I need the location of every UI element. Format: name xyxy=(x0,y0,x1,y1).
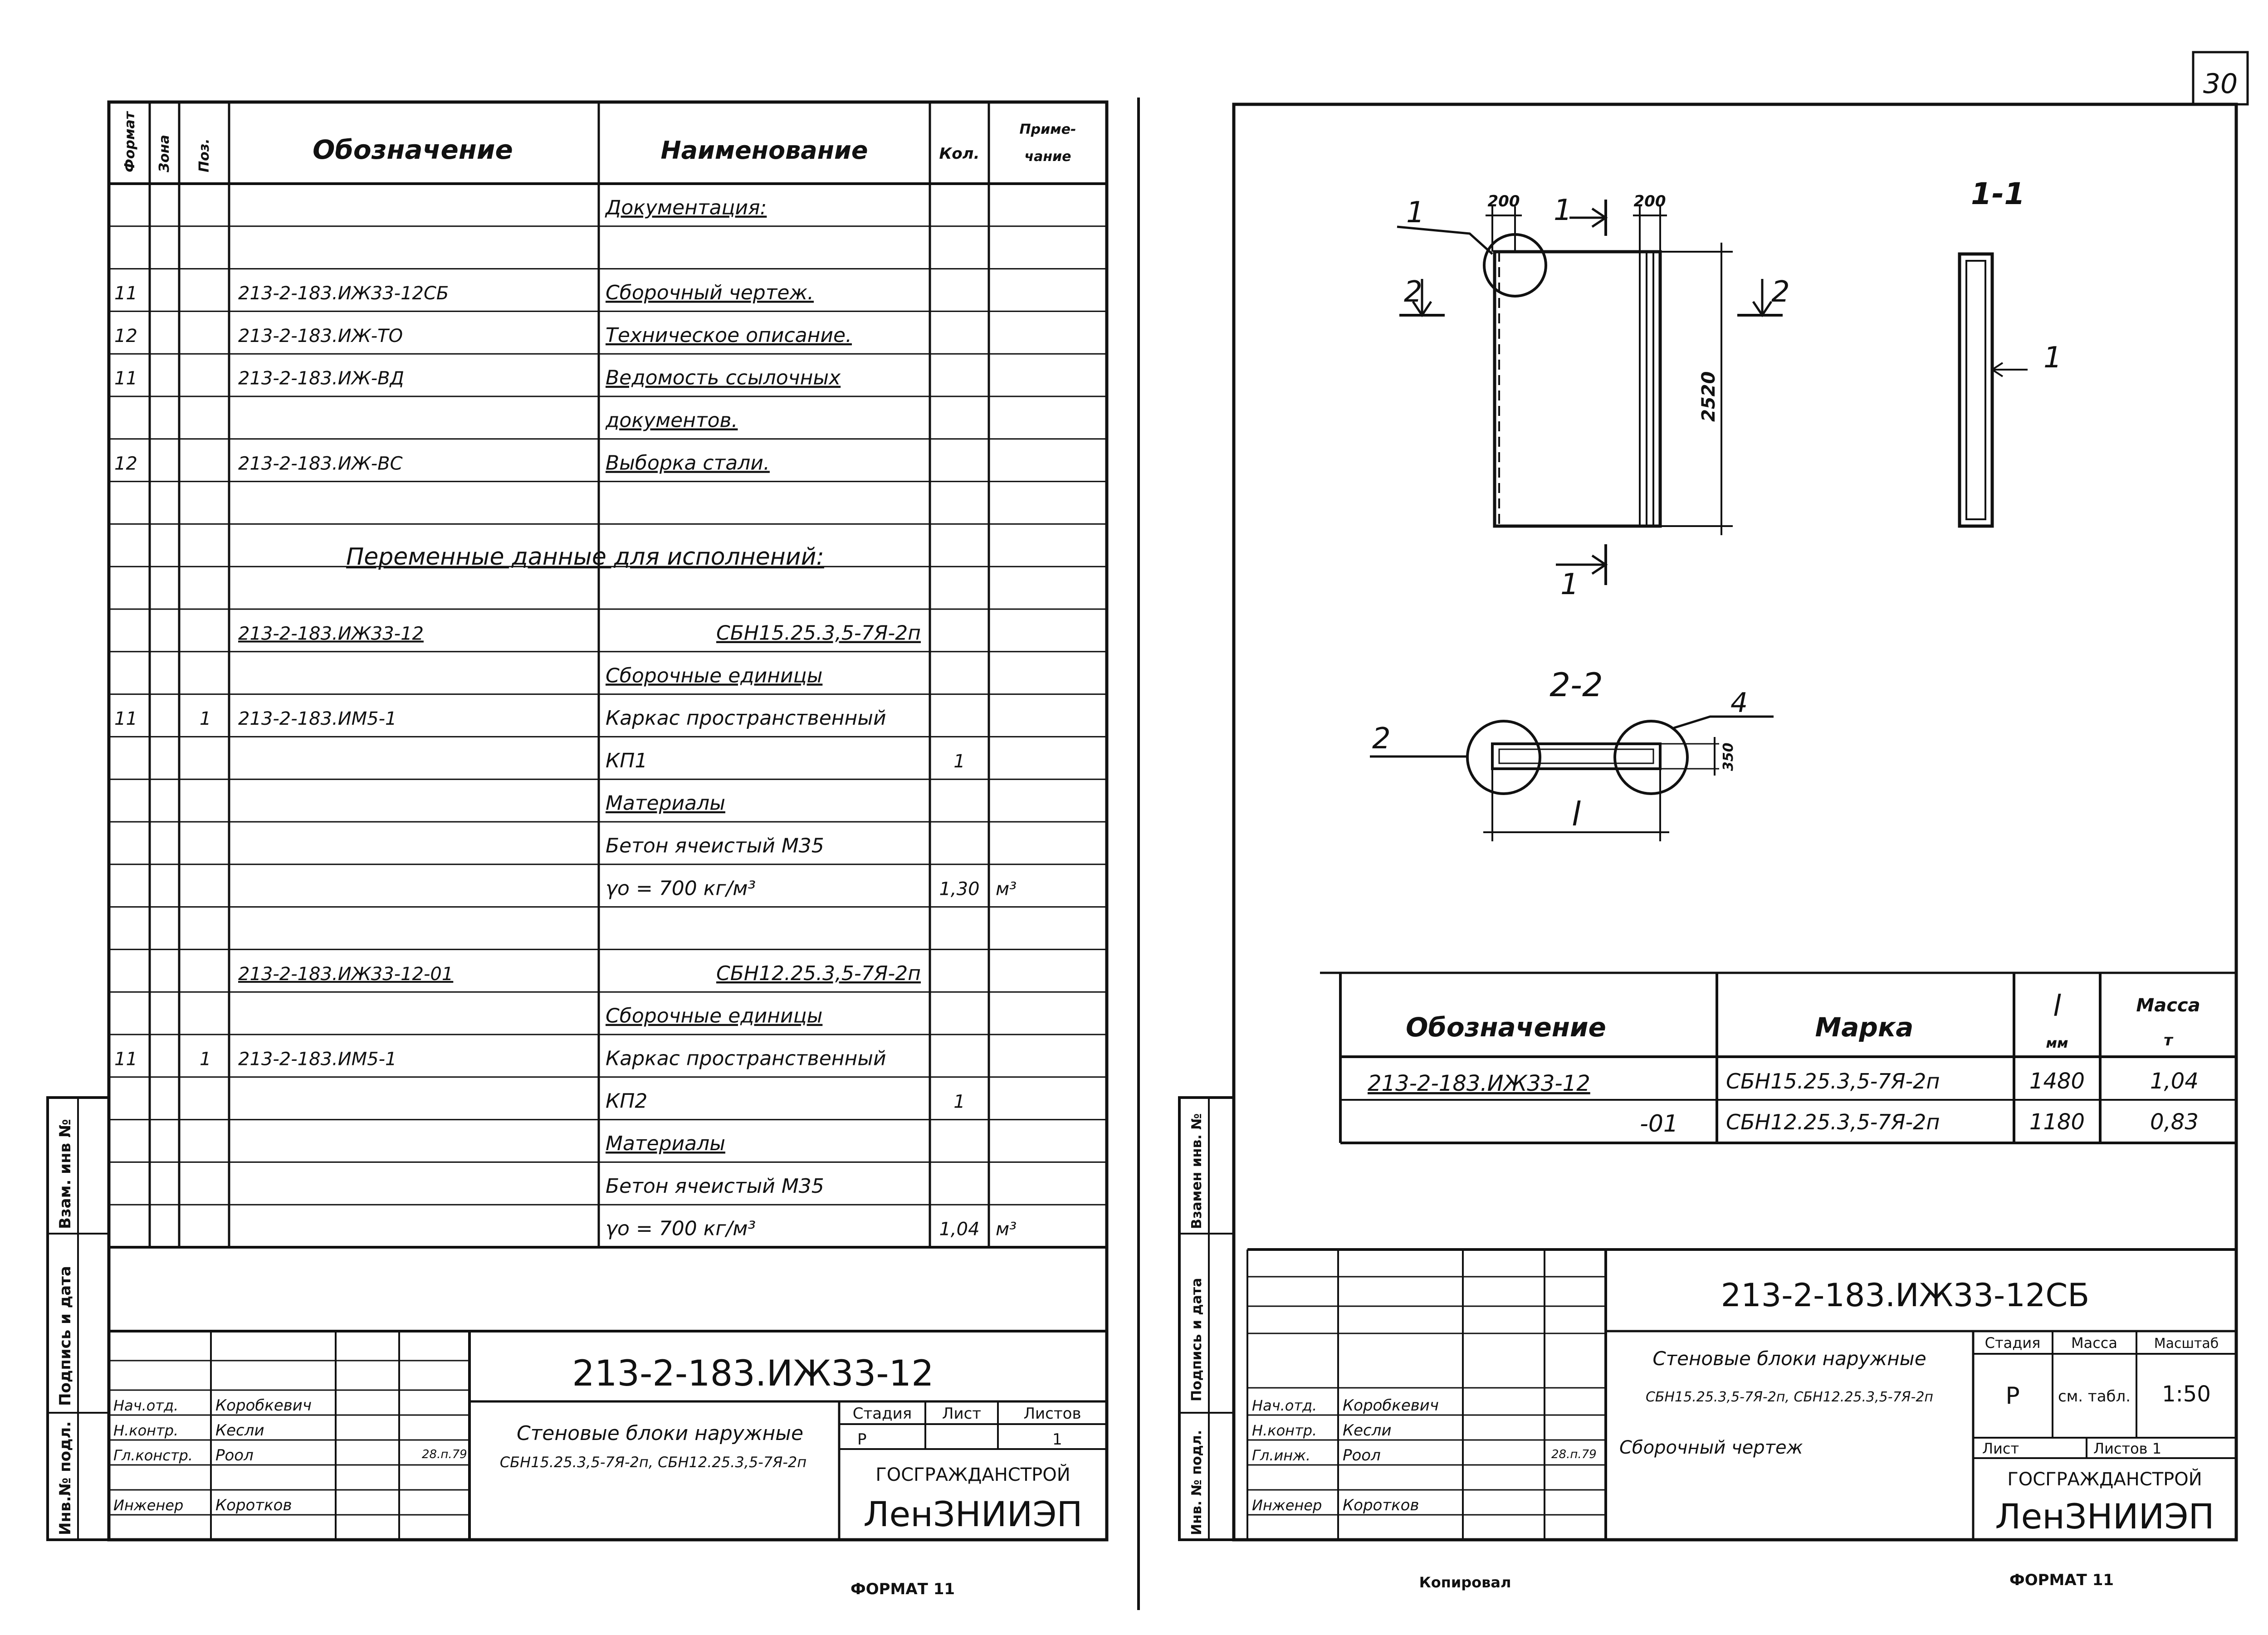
row-qty: 1 xyxy=(953,751,965,772)
left-stage: Р xyxy=(857,1430,867,1449)
right-mass-label: Масса xyxy=(2071,1334,2118,1352)
row-name: СБН12.25.3,5-7Я-2п xyxy=(716,961,921,985)
section-2-left-label: 2 xyxy=(1404,275,1422,309)
row-name: Выборка стали. xyxy=(606,451,770,475)
left-sheets-label: Листов xyxy=(1023,1405,1081,1423)
header-designation: Обозначение xyxy=(313,134,513,165)
left-subtitle: СБН15.25.3,5-7Я-2п, СБН12.25.3,5-7Я-2п xyxy=(499,1454,807,1471)
row-name: Каркас пространственный xyxy=(606,1047,886,1070)
row-name: Бетон ячеистый М35 xyxy=(606,834,824,858)
marks-row-2-l: 1180 xyxy=(2029,1109,2085,1135)
row-name: Сборочные единицы xyxy=(606,664,823,688)
row-pos: 1 xyxy=(200,708,211,730)
marks-row-2-des: -01 xyxy=(1640,1110,1678,1137)
dim-350: 350 xyxy=(1721,742,1736,771)
section-2-2-title: 2-2 xyxy=(1549,666,1603,704)
header-note-1: Приме- xyxy=(1019,122,1076,137)
row-format: 11 xyxy=(114,1049,137,1070)
row-name: Материалы xyxy=(606,1132,725,1156)
left-title: Стеновые блоки наружные xyxy=(516,1422,804,1445)
row-name: документов. xyxy=(606,409,738,432)
section-1-1-leader: 1 xyxy=(2043,341,2062,375)
right-mass: см. табл. xyxy=(2058,1387,2131,1406)
dim-200-left: 200 xyxy=(1487,192,1520,210)
leader-1-top: 1 xyxy=(1406,196,1425,229)
right-code: 213-2-183.ИЖ33-12СБ xyxy=(1721,1277,2090,1314)
row-format: 11 xyxy=(114,283,137,304)
row-name: Материалы xyxy=(606,791,725,815)
row-name: Сборочные единицы xyxy=(606,1004,823,1028)
marks-header-mark: Марка xyxy=(1815,1012,1914,1043)
row-name: Техническое описание. xyxy=(606,323,852,347)
left-date: 28.п.79 xyxy=(422,1448,467,1461)
right-drawing-name: Сборочный чертеж xyxy=(1619,1437,1803,1458)
row-note: м³ xyxy=(996,879,1017,900)
signer-role: Нач.отд. xyxy=(1252,1397,1317,1414)
row-name: КП1 xyxy=(606,749,648,772)
row-designation: 213-2-183.ИЖ33-12 xyxy=(238,623,424,644)
row-format: 11 xyxy=(114,368,137,389)
row-designation: 213-2-183.ИЖ33-12-01 xyxy=(238,963,454,985)
signer-role: Нач.отд. xyxy=(113,1397,179,1414)
row-format: 11 xyxy=(114,708,137,730)
left-code: 213-2-183.ИЖ33-12 xyxy=(572,1353,934,1394)
header-note-2: чание xyxy=(1024,149,1071,165)
right-title: Стеновые блоки наружные xyxy=(1652,1347,1926,1370)
left-stage-label: Стадия xyxy=(852,1405,912,1423)
copy-label: Копировал xyxy=(1419,1574,1511,1591)
right-sheets-label: Листов 1 xyxy=(2093,1440,2162,1457)
row-format: 12 xyxy=(114,325,137,347)
right-stage: Р xyxy=(2005,1382,2020,1410)
right-org-top: ГОСГРАЖДАНСТРОЙ xyxy=(2007,1469,2202,1490)
right-sheet-label: Лист xyxy=(1982,1440,2019,1457)
marks-header-mass-unit: т xyxy=(2164,1031,2173,1049)
row-name: Каркас пространственный xyxy=(606,707,886,730)
section-2-right-label: 2 xyxy=(1771,275,1790,309)
header-format: Формат xyxy=(122,112,138,172)
marks-header-l-unit: мм xyxy=(2046,1035,2068,1051)
dim-200-right: 200 xyxy=(1633,192,1666,210)
header-qty: Кол. xyxy=(939,145,980,163)
row-name: γо = 700 кг/м³ xyxy=(606,1217,756,1240)
marks-row-1-l: 1480 xyxy=(2029,1069,2085,1094)
signer-name: Кесли xyxy=(215,1421,264,1440)
header-zone: Зона xyxy=(156,135,172,172)
row-designation: 213-2-183.ИЖ-ТО xyxy=(238,325,403,347)
left-format-label: ФОРМАТ 11 xyxy=(850,1580,955,1598)
right-org-bottom: ЛенЗНИИЭП xyxy=(1995,1496,2214,1537)
signer-name: Коробкевич xyxy=(215,1396,312,1415)
signer-role: Н.контр. xyxy=(113,1422,179,1439)
row-name: КП2 xyxy=(606,1089,648,1113)
row-name: Сборочный чертеж. xyxy=(606,281,814,305)
marks-row-2-mark: СБН12.25.3,5-7Я-2п xyxy=(1726,1110,1940,1134)
section-1-1-title: 1-1 xyxy=(1971,176,2025,211)
row-designation: 213-2-183.ИЖ-ВД xyxy=(238,368,404,389)
row-designation: 213-2-183.ИМ5-1 xyxy=(238,708,397,730)
right-scale: 1:50 xyxy=(2162,1381,2211,1407)
right-side-label-sign: Подпись и дата xyxy=(1189,1278,1205,1401)
row-designation: 213-2-183.ИЖ-ВС xyxy=(238,453,403,474)
row-note: м³ xyxy=(996,1219,1017,1240)
dim-l: l xyxy=(1571,795,1581,833)
signer-role: Н.контр. xyxy=(1252,1422,1317,1439)
marks-header-mass: Масса xyxy=(2136,995,2200,1016)
signer-name: Кесли xyxy=(1343,1421,1392,1440)
marks-row-2-mass: 0,83 xyxy=(2150,1109,2199,1135)
right-side-label-replace: Взамен инв. № xyxy=(1189,1113,1205,1229)
variable-data-heading: Переменные данные для исполнений: xyxy=(346,543,824,571)
signer-name: Роол xyxy=(215,1446,254,1464)
signer-name: Коротков xyxy=(215,1496,292,1514)
marks-row-1-mark: СБН15.25.3,5-7Я-2п xyxy=(1726,1069,1940,1093)
section-2-2-leader-2: 2 xyxy=(1372,722,1391,756)
marks-row-1-des: 213-2-183.ИЖ33-12 xyxy=(1368,1071,1590,1096)
left-org-top: ГОСГРАЖДАНСТРОЙ xyxy=(875,1464,1070,1485)
left-org-bottom: ЛенЗНИИЭП xyxy=(863,1494,1083,1534)
side-label-replace: Взам. инв № xyxy=(56,1119,74,1229)
signer-name: Коротков xyxy=(1343,1496,1419,1514)
marks-row-1-mass: 1,04 xyxy=(2150,1069,2199,1094)
row-name: Ведомость ссылочных xyxy=(606,366,841,390)
side-label-inv: Инв.№ подл. xyxy=(56,1421,74,1535)
row-designation: 213-2-183.ИМ5-1 xyxy=(238,1049,397,1070)
row-name: СБН15.25.3,5-7Я-2п xyxy=(716,621,921,645)
signer-role: Гл.инж. xyxy=(1252,1447,1311,1464)
right-format-label: ФОРМАТ 11 xyxy=(2009,1571,2114,1589)
right-stage-label: Стадия xyxy=(1984,1334,2041,1352)
section-2-2-leader-4: 4 xyxy=(1730,687,1748,719)
row-format: 12 xyxy=(114,453,137,474)
marks-header-l: l xyxy=(2053,990,2061,1023)
row-qty: 1,04 xyxy=(939,1219,980,1240)
signer-role: Инженер xyxy=(113,1497,184,1514)
section-1-bottom-label: 1 xyxy=(1560,568,1579,601)
row-designation: 213-2-183.ИЖ33-12СБ xyxy=(238,283,449,304)
marks-header-designation: Обозначение xyxy=(1406,1012,1606,1043)
right-side-label-inv: Инв. № подл. xyxy=(1189,1430,1205,1535)
right-subtitle: СБН15.25.3,5-7Я-2п, СБН12.25.3,5-7Я-2п xyxy=(1645,1389,1934,1405)
section-1-top-label: 1 xyxy=(1554,194,1572,227)
signer-role: Инженер xyxy=(1252,1497,1322,1514)
row-pos: 1 xyxy=(200,1049,211,1070)
side-label-sign: Подпись и дата xyxy=(56,1266,74,1406)
right-date: 28.п.79 xyxy=(1551,1448,1597,1461)
left-sheet-label: Лист xyxy=(942,1405,982,1423)
row-name: γо = 700 кг/м³ xyxy=(606,877,756,900)
signer-role: Гл.констр. xyxy=(113,1447,193,1464)
row-qty: 1 xyxy=(953,1091,965,1113)
page-number: 30 xyxy=(2203,68,2238,100)
header-name: Наименование xyxy=(660,136,868,165)
row-name: Документация: xyxy=(606,196,767,220)
header-pos: Поз. xyxy=(196,138,212,172)
signer-name: Коробкевич xyxy=(1343,1396,1439,1415)
left-sheets: 1 xyxy=(1052,1430,1062,1449)
row-qty: 1,30 xyxy=(939,879,980,900)
dim-height: 2520 xyxy=(1698,371,1719,422)
signer-name: Роол xyxy=(1343,1446,1381,1464)
right-scale-label: Масштаб xyxy=(2154,1336,2219,1352)
row-name: Бетон ячеистый М35 xyxy=(606,1174,824,1198)
